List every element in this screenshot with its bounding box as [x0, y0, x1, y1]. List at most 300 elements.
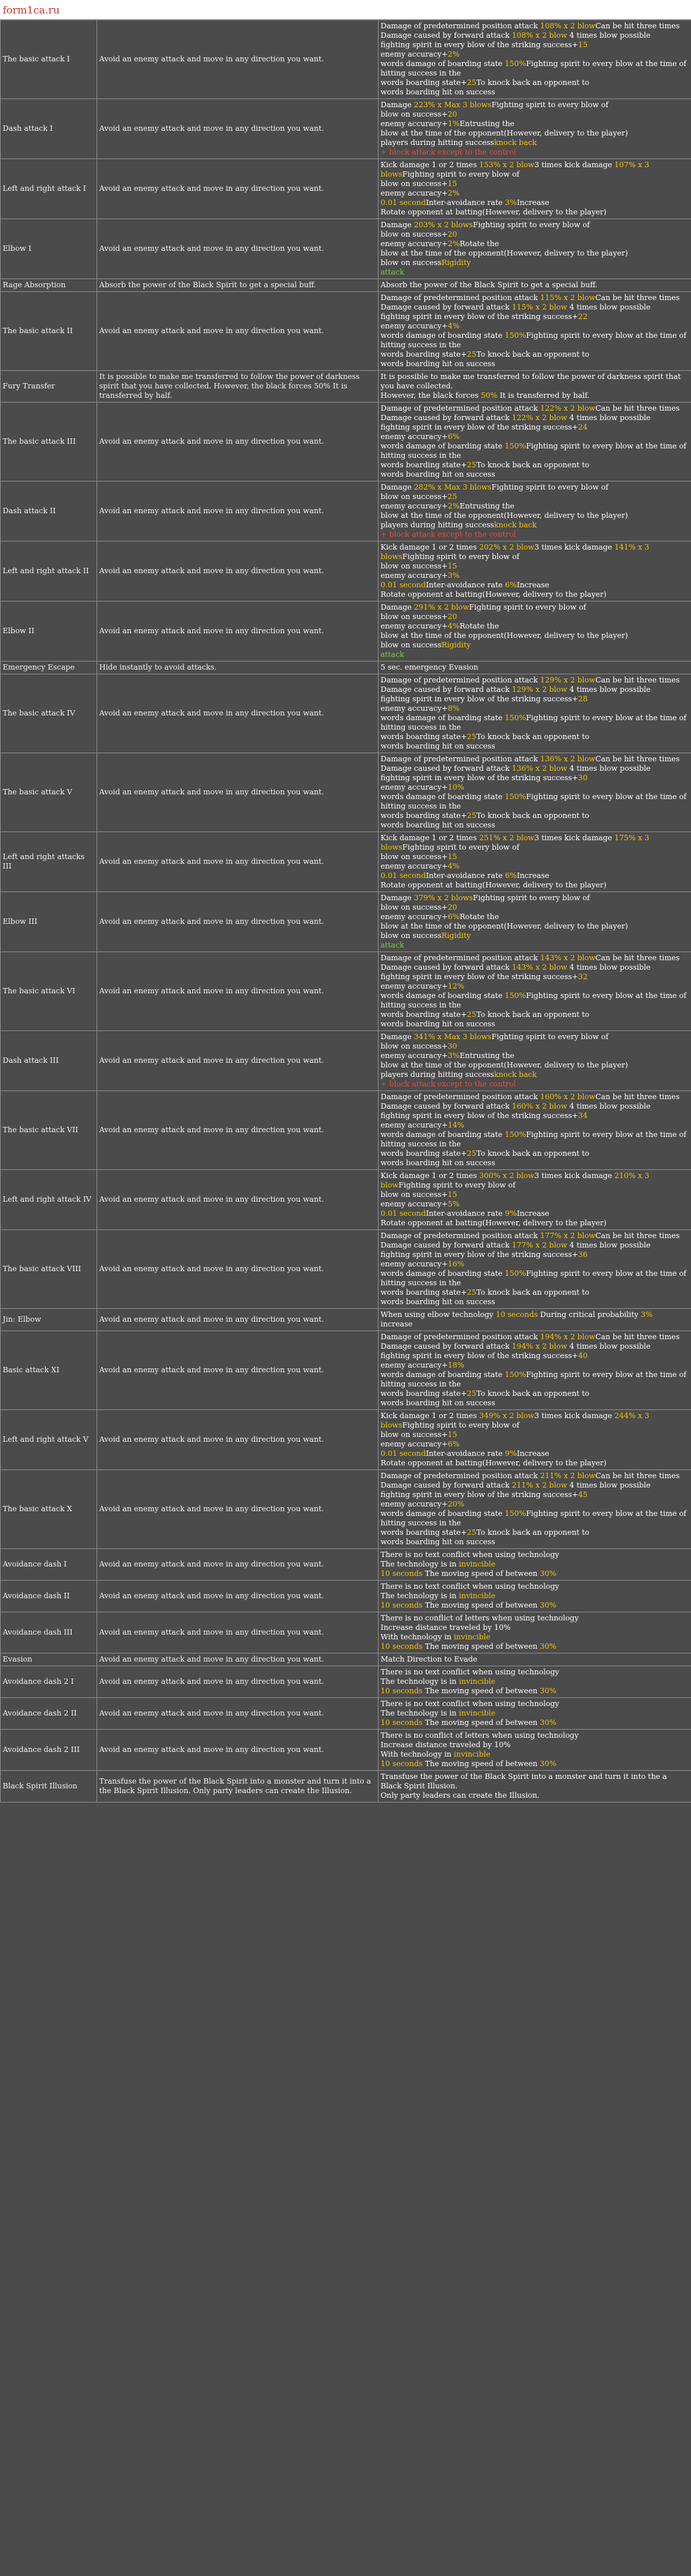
effect-text: 4 times blow possible: [567, 413, 651, 422]
effect-text: Damage of predetermined position attack: [381, 1333, 541, 1341]
skill-row: [1, 662, 691, 674]
effect-line: [381, 1699, 689, 1709]
effect-value: 10 seconds: [381, 1759, 423, 1768]
effect-line: [381, 1260, 689, 1269]
effect-text: words damage of boarding state: [381, 1370, 505, 1379]
effect-text: Rotate opponent at batting(However, delivery to the player): [381, 881, 607, 889]
effect-line: [381, 695, 689, 704]
effect-value: 15: [447, 1430, 458, 1439]
skill-condition: Avoid an enemy attack and move in any direction you want.: [97, 1170, 379, 1230]
effect-text: Entrusting the: [460, 119, 515, 128]
effect-text: There is no text conflict when using technology: [381, 1582, 559, 1591]
effect-line: [381, 631, 689, 641]
effect-value: 129% x 2 blow: [512, 685, 568, 694]
effect-text: Increase distance traveled by 10%: [381, 1740, 511, 1749]
skill-row: [1, 371, 691, 403]
effect-text: Damage: [381, 221, 414, 229]
effect-text: words boarding hit on success: [381, 470, 495, 479]
effect-value: 251% x 2 blow: [479, 833, 534, 842]
effect-text: To knock back an opponent to: [476, 461, 590, 469]
effect-text: blow on success+: [381, 230, 448, 239]
effect-value: 141% x 3 blows: [381, 543, 650, 561]
effect-line: [381, 1791, 689, 1801]
effect-value: 1%: [447, 119, 460, 128]
effect-text: Fighting spirit to every blow of: [398, 1181, 516, 1190]
site-header: [0, 0, 691, 20]
effect-value: 10 seconds: [495, 1310, 538, 1319]
effect-text: Damage caused by forward attack: [381, 685, 512, 694]
effect-text: Fighting spirit to every blow at the time of hitting success in the: [381, 331, 687, 349]
effect-value: 3%: [505, 198, 517, 207]
skill-row: [1, 1031, 691, 1091]
skill-condition: Avoid an enemy attack and move in any direction you want.: [97, 159, 379, 219]
effect-value: + block attack except to the control: [381, 148, 516, 156]
effect-line: [381, 894, 689, 903]
effect-line: [381, 833, 689, 852]
skill-condition: Avoid an enemy attack and move in any direction you want.: [97, 753, 379, 832]
effect-line: [381, 1591, 689, 1601]
site-logo[interactable]: form1ca.ru: [3, 4, 60, 16]
effect-text: Rotate opponent at batting(However, delivery to the player): [381, 1459, 607, 1467]
effect-text: words boarding state+: [381, 1010, 467, 1019]
skill-row: [1, 1549, 691, 1581]
effect-line: [381, 1080, 689, 1089]
effect-value: 18%: [447, 1361, 465, 1370]
effect-text: blow on success+: [381, 1190, 448, 1199]
effect-line: [381, 88, 689, 97]
effect-line: [381, 1490, 689, 1500]
skill-condition: Absorb the power of the Black Spirit to get a special buff.: [97, 279, 379, 292]
effect-line: [381, 1010, 689, 1020]
skill-name: Avoidance dash I: [1, 1549, 97, 1581]
skill-effect: [379, 1091, 691, 1170]
effect-value: 15: [578, 40, 588, 49]
effect-value: 36: [578, 1250, 588, 1259]
skill-row: [1, 1091, 691, 1170]
effect-text: Damage caused by forward attack: [381, 1102, 512, 1111]
effect-text: enemy accuracy+: [381, 622, 448, 631]
effect-text: To knock back an opponent to: [476, 732, 590, 741]
effect-text: words damage of boarding state: [381, 59, 505, 68]
effect-line: [381, 1430, 689, 1440]
effect-text: 3 times kick damage: [534, 543, 615, 552]
skill-name: Evasion: [1, 1653, 97, 1666]
effect-value: 341% x Max 3 blows: [414, 1032, 492, 1041]
effect-value: 45: [578, 1490, 588, 1499]
effect-text: Fighting spirit to every blow of: [491, 1032, 609, 1041]
effect-value: 50%: [480, 391, 498, 400]
effect-line: [381, 198, 689, 208]
effect-text: Damage: [381, 894, 414, 902]
effect-text: blow on success+: [381, 903, 448, 912]
skill-effect: [379, 541, 691, 602]
effect-line: [381, 268, 689, 277]
effect-value: 8%: [447, 704, 460, 713]
effect-line: [381, 1102, 689, 1111]
effect-line: [381, 1440, 689, 1449]
effect-line: [381, 1310, 689, 1320]
effect-line: [381, 590, 689, 599]
effect-value: 15: [447, 1190, 458, 1199]
effect-text: enemy accuracy+: [381, 1051, 448, 1060]
effect-text: Transfuse the power of the Black Spirit into a monster and turn it into the a Black Spirit Illusion.: [381, 1772, 667, 1790]
effect-text: Fighting spirit to every blow at the time of hitting success in the: [381, 991, 687, 1009]
skill-effect: [379, 1612, 691, 1653]
effect-line: [381, 432, 689, 442]
effect-text: The moving speed of between: [422, 1718, 540, 1727]
effect-line: [381, 1471, 689, 1481]
effect-line: [381, 1411, 689, 1430]
effect-text: Inter-avoidance rate: [426, 581, 505, 589]
effect-line: [381, 954, 689, 963]
effect-value: attack: [381, 941, 404, 949]
effect-text: Fighting spirit to every blow at the time of hitting success in the: [381, 713, 687, 732]
effect-value: 108% x 2 blow: [512, 31, 568, 40]
skill-name: Left and right attack IV: [1, 1170, 97, 1230]
effect-text: 5 sec. emergency Evasion: [381, 663, 478, 672]
effect-line: [381, 331, 689, 350]
effect-value: 9%: [505, 1449, 517, 1458]
effect-text: Match Direction to Evade: [381, 1655, 478, 1664]
effect-text: Inter-avoidance rate: [426, 871, 505, 880]
skill-row: [1, 1653, 691, 1666]
effect-value: 10 seconds: [381, 1687, 423, 1695]
effect-text: Inter-avoidance rate: [426, 198, 505, 207]
effect-text: Can be hit three times: [595, 1231, 680, 1240]
effect-text: words boarding state+: [381, 78, 467, 87]
effect-value: 30%: [539, 1601, 557, 1610]
effect-line: [381, 391, 689, 401]
effect-text: To knock back an opponent to: [476, 350, 590, 359]
effect-text: enemy accuracy+: [381, 239, 448, 248]
skill-effect: [379, 159, 691, 219]
effect-value: 160% x 2 blow: [512, 1102, 568, 1111]
effect-text: Can be hit three times: [595, 1333, 680, 1341]
effect-text: enemy accuracy+: [381, 432, 448, 441]
effect-value: Rigidity: [441, 931, 471, 940]
effect-line: [381, 423, 689, 432]
skills-table-body: [1, 20, 691, 1803]
effect-line: [381, 249, 689, 258]
effect-line: [381, 1528, 689, 1538]
effect-text: words boarding hit on success: [381, 1399, 495, 1407]
effect-value: 20: [447, 230, 458, 239]
skill-effect: [379, 753, 691, 832]
effect-text: Damage: [381, 603, 414, 612]
effect-value: 150%: [505, 1509, 526, 1518]
effect-line: [381, 1623, 689, 1633]
effect-text: Damage caused by forward attack: [381, 1241, 512, 1250]
effect-text: words boarding hit on success: [381, 1159, 495, 1167]
effect-text: 4 times blow possible: [567, 1241, 651, 1250]
effect-value: 30%: [539, 1687, 557, 1695]
skill-effect: [379, 1771, 691, 1803]
effect-text: enemy accuracy+: [381, 783, 448, 792]
effect-value: 143% x 2 blow: [512, 963, 568, 972]
effect-line: [381, 603, 689, 612]
skill-effect: [379, 1549, 691, 1581]
skill-effect: [379, 1470, 691, 1549]
effect-line: [381, 1687, 689, 1696]
effect-text: Can be hit three times: [595, 1092, 680, 1101]
effect-text: Rotate the: [460, 622, 499, 631]
effect-line: [381, 1121, 689, 1130]
effect-value: 20: [447, 612, 458, 621]
effect-line: [381, 676, 689, 685]
effect-text: enemy accuracy+: [381, 1440, 448, 1448]
effect-value: 10 seconds: [381, 1718, 423, 1727]
effect-value: invincible: [458, 1560, 496, 1569]
skill-effect: [379, 481, 691, 541]
skill-row: [1, 1581, 691, 1612]
effect-line: [381, 1500, 689, 1509]
effect-text: It is transferred by half.: [497, 391, 590, 400]
effect-line: [381, 1740, 689, 1750]
skill-name: Elbow III: [1, 892, 97, 952]
effect-value: 20: [447, 110, 458, 119]
skill-name: Rage Absorption: [1, 279, 97, 292]
effect-value: 2%: [447, 50, 460, 59]
effect-line: [381, 732, 689, 742]
effect-line: [381, 372, 689, 391]
effect-line: [381, 1241, 689, 1250]
skill-condition: Avoid an enemy attack and move in any direction you want.: [97, 403, 379, 481]
effect-text: Damage caused by forward attack: [381, 303, 512, 312]
effect-line: [381, 1569, 689, 1579]
effect-text: 4 times blow possible: [567, 963, 651, 972]
skill-name: The basic attack I: [1, 20, 97, 99]
effect-line: [381, 404, 689, 413]
effect-text: Increase: [516, 1449, 549, 1458]
effect-text: words damage of boarding state: [381, 792, 505, 801]
skill-row: [1, 292, 691, 371]
skill-name: Emergency Escape: [1, 662, 97, 674]
skill-effect: [379, 1666, 691, 1698]
effect-text: 4 times blow possible: [567, 303, 651, 312]
effect-text: words damage of boarding state: [381, 1509, 505, 1518]
effect-line: [381, 931, 689, 941]
skill-condition: It is possible to make me transferred to follow the power of darkness spirit that you have collected. However, the black forces 50% It is transferred by half.: [97, 371, 379, 403]
effect-value: 9%: [505, 1209, 517, 1218]
effect-line: [381, 821, 689, 830]
effect-text: fighting spirit in every blow of the striking success+: [381, 423, 578, 432]
skill-condition: Avoid an enemy attack and move in any direction you want.: [97, 1470, 379, 1549]
effect-line: [381, 1582, 689, 1591]
skill-effect: [379, 403, 691, 481]
effect-line: [381, 1668, 689, 1677]
skill-name: The basic attack VI: [1, 952, 97, 1031]
effect-text: enemy accuracy+: [381, 502, 448, 510]
effect-text: enemy accuracy+: [381, 982, 448, 991]
effect-value: 10 seconds: [381, 1642, 423, 1651]
effect-value: 210% x 3 blow: [381, 1171, 650, 1190]
skill-row: [1, 1410, 691, 1470]
effect-text: During critical probability: [537, 1310, 641, 1319]
effect-text: words boarding state+: [381, 811, 467, 820]
effect-text: Damage caused by forward attack: [381, 764, 512, 773]
effect-text: fighting spirit in every blow of the striking success+: [381, 1111, 578, 1120]
effect-value: 4%: [447, 322, 460, 330]
effect-text: Damage of predetermined position attack: [381, 1231, 541, 1240]
effect-line: [381, 1389, 689, 1399]
skill-row: [1, 1230, 691, 1309]
effect-value: 136% x 2 blow: [540, 755, 596, 763]
skill-name: The basic attack VII: [1, 1091, 97, 1170]
effect-value: knock back: [494, 521, 537, 529]
effect-line: [381, 811, 689, 821]
effect-value: 0.01 second: [381, 871, 426, 880]
effect-value: 2%: [447, 502, 460, 510]
skill-condition: Avoid an enemy attack and move in any direction you want.: [97, 1549, 379, 1581]
effect-value: 10%: [447, 783, 465, 792]
effect-text: Kick damage 1 or 2 times: [381, 1171, 480, 1180]
effect-line: [381, 742, 689, 751]
effect-text: Only party leaders can create the Illusion.: [381, 1791, 540, 1800]
effect-line: [381, 521, 689, 530]
effect-value: 6%: [447, 1440, 460, 1448]
effect-line: [381, 773, 689, 783]
effect-text: fighting spirit in every blow of the striking success+: [381, 1250, 578, 1259]
effect-value: 25: [466, 1288, 476, 1297]
effect-line: [381, 322, 689, 331]
skill-name: Dash attack III: [1, 1031, 97, 1091]
skill-condition: Avoid an enemy attack and move in any direction you want.: [97, 99, 379, 159]
effect-text: Rotate opponent at batting(However, delivery to the player): [381, 1219, 607, 1227]
effect-line: [381, 862, 689, 871]
effect-value: invincible: [458, 1709, 496, 1718]
skill-effect: [379, 1730, 691, 1771]
effect-text: Increase: [516, 581, 549, 589]
effect-text: Inter-avoidance rate: [426, 1449, 505, 1458]
effect-value: 20%: [447, 1500, 465, 1509]
effect-line: [381, 1601, 689, 1610]
effect-line: [381, 258, 689, 268]
effect-text: Fighting spirit to every blow at the time of hitting success in the: [381, 1509, 687, 1527]
skill-name: Fury Transfer: [1, 371, 97, 403]
skill-row: [1, 892, 691, 952]
effect-line: [381, 1642, 689, 1651]
effect-value: 25: [447, 492, 458, 501]
effect-line: [381, 1370, 689, 1389]
effect-value: 34: [578, 1111, 588, 1120]
effect-value: 15: [447, 852, 458, 861]
effect-value: 153% x 2 blow: [479, 160, 534, 169]
effect-value: 3%: [640, 1310, 653, 1319]
skill-name: Left and right attack II: [1, 541, 97, 602]
effect-line: [381, 138, 689, 148]
effect-text: words boarding state+: [381, 1389, 467, 1398]
effect-text: Kick damage 1 or 2 times: [381, 833, 480, 842]
effect-text: There is no text conflict when using technology: [381, 1550, 559, 1559]
effect-value: 25: [466, 1010, 476, 1019]
effect-value: 160% x 2 blow: [540, 1092, 596, 1101]
effect-line: [381, 1731, 689, 1740]
effect-value: 150%: [505, 1130, 526, 1139]
effect-line: [381, 281, 689, 290]
effect-value: 6%: [505, 871, 517, 880]
skill-condition: Avoid an enemy attack and move in any direction you want.: [97, 1581, 379, 1612]
skill-row: [1, 674, 691, 753]
effect-line: [381, 148, 689, 157]
effect-line: [381, 1111, 689, 1121]
effect-line: [381, 1351, 689, 1361]
effect-text: words damage of boarding state: [381, 1130, 505, 1139]
effect-text: 3 times kick damage: [534, 160, 615, 169]
effect-value: 25: [466, 732, 476, 741]
skill-row: [1, 1309, 691, 1331]
skill-condition: Avoid an enemy attack and move in any direction you want.: [97, 674, 379, 753]
effect-line: [381, 982, 689, 991]
effect-value: 15: [447, 179, 458, 188]
effect-line: [381, 189, 689, 198]
effect-value: attack: [381, 268, 404, 276]
skill-name: Left and right attack I: [1, 159, 97, 219]
effect-line: [381, 543, 689, 562]
effect-line: [381, 1269, 689, 1288]
skill-name: Dash attack I: [1, 99, 97, 159]
effect-line: [381, 59, 689, 78]
skill-name: Dash attack II: [1, 481, 97, 541]
effect-line: [381, 1550, 689, 1560]
effect-text: The moving speed of between: [422, 1759, 540, 1768]
effect-text: blow on success+: [381, 1430, 448, 1439]
effect-value: 30%: [539, 1759, 557, 1768]
effect-line: [381, 461, 689, 470]
effect-text: Can be hit three times: [595, 293, 680, 302]
effect-text: To knock back an opponent to: [476, 1528, 590, 1537]
effect-text: Damage of predetermined position attack: [381, 676, 541, 684]
effect-line: [381, 571, 689, 581]
effect-text: The moving speed of between: [422, 1601, 540, 1610]
effect-text: words damage of boarding state: [381, 991, 505, 1000]
effect-line: [381, 1231, 689, 1241]
effect-text: The moving speed of between: [422, 1569, 540, 1578]
effect-text: The technology is in: [381, 1677, 459, 1686]
skill-effect: [379, 1170, 691, 1230]
effect-value: 115% x 2 blow: [512, 303, 568, 312]
effect-value: 177% x 2 blow: [512, 1241, 568, 1250]
effect-value: + block attack except to the control: [381, 530, 516, 539]
effect-line: [381, 1718, 689, 1728]
effect-text: It is possible to make me transferred to follow the power of darkness spirit that you have collected.: [381, 372, 681, 390]
effect-text: blow on success+: [381, 1042, 448, 1051]
effect-line: [381, 1200, 689, 1209]
effect-line: [381, 100, 689, 110]
effect-text: Damage of predetermined position attack: [381, 22, 541, 30]
effect-text: blow on success: [381, 641, 442, 649]
skill-row: [1, 952, 691, 1031]
effect-text: blow on success+: [381, 612, 448, 621]
effect-text: Can be hit three times: [595, 954, 680, 962]
effect-line: [381, 641, 689, 650]
effect-line: [381, 1677, 689, 1687]
effect-text: Absorb the power of the Black Spirit to get a special buff.: [381, 281, 598, 289]
skill-row: [1, 1698, 691, 1730]
effect-line: [381, 922, 689, 931]
skill-condition: Avoid an enemy attack and move in any direction you want.: [97, 602, 379, 662]
effect-text: blow on success: [381, 931, 442, 940]
effect-line: [381, 881, 689, 890]
skill-effect: [379, 674, 691, 753]
skill-effect: [379, 1581, 691, 1612]
effect-value: 0.01 second: [381, 198, 426, 207]
skill-name: The basic attack V: [1, 753, 97, 832]
effect-value: 20: [447, 903, 458, 912]
effect-value: 40: [578, 1351, 588, 1360]
effect-text: Damage caused by forward attack: [381, 963, 512, 972]
effect-text: 3 times kick damage: [534, 833, 615, 842]
effect-text: Fighting spirit to every blow of: [472, 221, 590, 229]
